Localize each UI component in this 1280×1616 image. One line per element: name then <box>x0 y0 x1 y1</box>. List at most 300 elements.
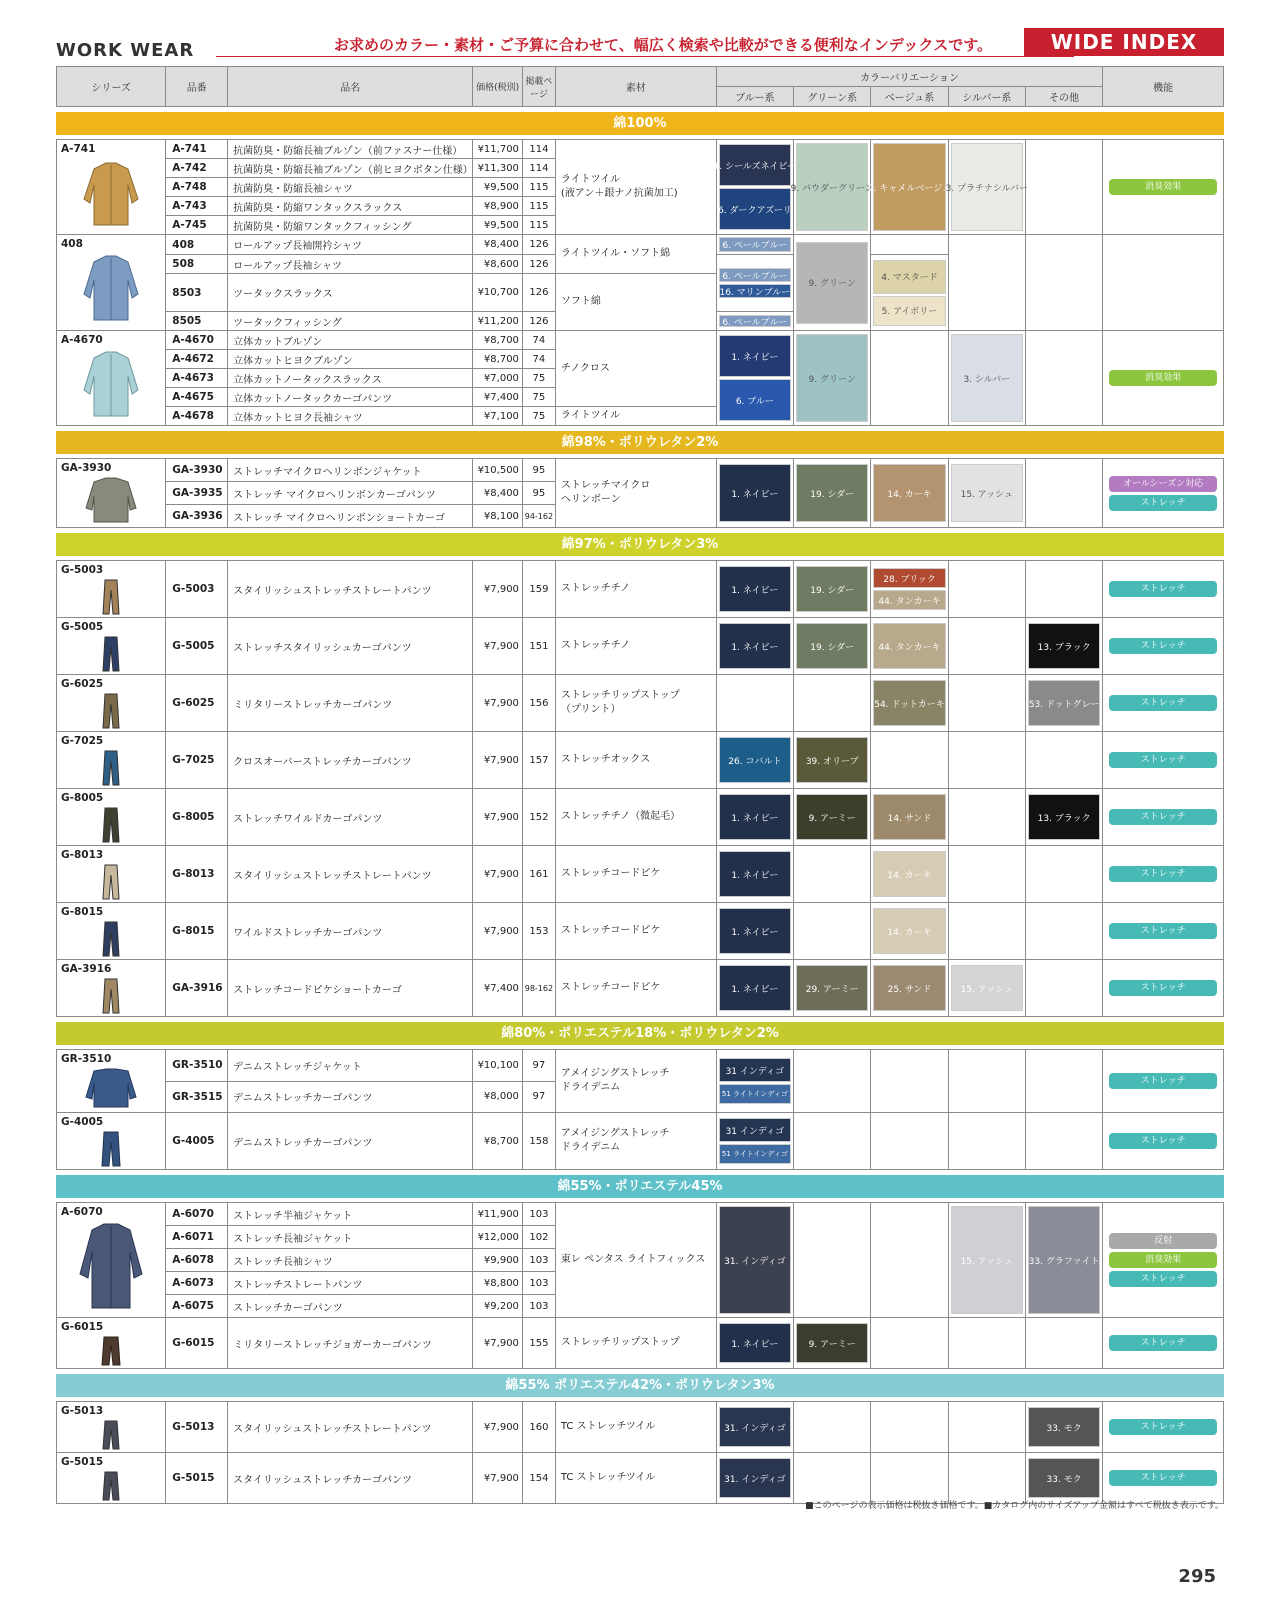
green-cell <box>794 618 871 675</box>
green-cell <box>794 960 871 1017</box>
code-cell: G-5015 <box>166 1453 228 1504</box>
price-cell: ¥10,500 <box>473 459 522 482</box>
other-cell <box>1025 960 1102 1017</box>
section-cotton80 <box>56 1049 1224 1170</box>
price-cell: ¥8,400 <box>473 235 522 255</box>
beige-cell <box>871 561 948 618</box>
price-cell: ¥11,300 <box>473 159 522 178</box>
code-cell: A-4670 <box>166 331 228 350</box>
name-cell: ストレッチスタイリッシュカーゴパンツ <box>228 618 473 675</box>
green-cell <box>794 1402 871 1453</box>
page-number: 295 <box>1178 1566 1216 1587</box>
material-cell: ストレッチリップストップ （プリント） <box>555 675 716 732</box>
price-cell: ¥8,700 <box>473 350 522 369</box>
series-cell <box>57 903 166 960</box>
page-cell: 95 <box>522 459 555 482</box>
price-cell: ¥8,000 <box>473 1081 522 1113</box>
function-cell <box>1103 1318 1224 1369</box>
color-swatch: 25. サンド <box>873 965 945 1011</box>
price-cell: ¥7,900 <box>473 675 522 732</box>
silver-cell <box>948 1318 1025 1369</box>
function-cell <box>1103 960 1224 1017</box>
color-swatch: 19. シダー <box>796 566 868 612</box>
section-band-cotton80: 綿80%・ポリエステル18%・ポリウレタン2% <box>56 1022 1224 1045</box>
beige-cell <box>871 1113 948 1170</box>
blue-cell <box>716 1402 793 1453</box>
name-cell: ワイルドストレッチカーゴパンツ <box>228 903 473 960</box>
color-swatch: 6. ペールブルー <box>719 315 791 327</box>
footer-note: ■このページの表示価格は税抜き価格です。■カタログ内のサイズアップ金額はすべて税抜き表示です。 <box>805 1501 1224 1511</box>
page-cell: 75 <box>522 388 555 407</box>
code-cell: G-5005 <box>166 618 228 675</box>
section-cotton98 <box>56 458 1224 528</box>
material-cell: ストレッチコードピケ <box>555 903 716 960</box>
table-row <box>57 1050 1224 1082</box>
color-swatch: 1. ネイビー <box>719 1323 791 1363</box>
color-swatch: 6. ブルー <box>719 379 791 421</box>
beige-cell <box>871 846 948 903</box>
material-cell: ストレッチオックス <box>555 732 716 789</box>
material-cell: ライトツイル <box>555 407 716 426</box>
blue-cell <box>713 140 797 235</box>
color-swatch: 51 ライトインディゴ <box>719 1144 791 1164</box>
function-badge: ストレッチ <box>1109 638 1217 654</box>
material-cell: アメイジングストレッチ ドライデニム <box>555 1050 716 1113</box>
denim-jacket-image <box>80 1069 142 1109</box>
silver-cell <box>948 732 1025 789</box>
name-cell: 抗菌防臭・防縮長袖ブルゾン（前ヒヨクボタン仕様） <box>228 159 473 178</box>
name-cell: ストレッチマイクロヘリンボンジャケット <box>228 459 473 482</box>
material-cell: TC ストレッチツイル <box>555 1402 716 1453</box>
series-label: G-8015 <box>61 906 104 918</box>
table-row <box>57 459 1224 482</box>
series-label: G-5013 <box>61 1405 104 1417</box>
price-cell: ¥9,900 <box>473 1249 522 1272</box>
material-cell: ライトツイル (液アン＋銀ナノ抗菌加工) <box>555 140 716 235</box>
color-swatch: 14. カーキ <box>873 851 945 897</box>
page-cell: 115 <box>522 178 555 197</box>
series-cell <box>57 1402 166 1453</box>
col-silver: シルバー系 <box>948 87 1025 107</box>
name-cell: ストレッチストレートパンツ <box>228 1272 473 1295</box>
other-cell <box>1025 618 1102 675</box>
blue-cell <box>716 1113 793 1170</box>
material-cell: ソフト綿 <box>555 274 716 331</box>
function-badge: ストレッチ <box>1109 695 1217 711</box>
color-swatch: 9. グリーン <box>796 334 868 422</box>
function-badge: 反射 <box>1109 1233 1217 1249</box>
beige-cell <box>871 732 948 789</box>
pants-image <box>80 979 142 1013</box>
silver-cell <box>948 235 1025 331</box>
table-row <box>57 846 1224 903</box>
page-cell: 126 <box>522 312 555 331</box>
color-swatch: 1. ネイビー <box>719 566 791 612</box>
silver-cell <box>948 561 1025 618</box>
code-cell: A-4672 <box>166 350 228 369</box>
page-cell: 103 <box>522 1272 555 1295</box>
code-cell: G-7025 <box>166 732 228 789</box>
price-cell: ¥11,900 <box>473 1203 522 1226</box>
code-cell: GA-3916 <box>166 960 228 1017</box>
series-cell <box>57 331 166 426</box>
material-cell: ストレッチマイクロ ヘリンボーン <box>555 459 716 528</box>
table-row <box>57 561 1224 618</box>
series-label: G-6025 <box>61 678 104 690</box>
name-cell: ストレッチワイルドカーゴパンツ <box>228 789 473 846</box>
page-cell: 75 <box>522 369 555 388</box>
series-label: G-7025 <box>61 735 104 747</box>
table-row <box>57 789 1224 846</box>
color-swatch: 31 インディゴ <box>719 1118 791 1142</box>
section-cotton55 <box>56 1202 1224 1369</box>
material-cell: ストレッチチノ <box>555 618 716 675</box>
color-swatch: 1. ネイビー <box>719 851 791 897</box>
code-cell: GA-3936 <box>166 505 228 528</box>
silver-cell <box>948 846 1025 903</box>
jacket-image <box>80 159 142 229</box>
pants-image <box>80 865 142 899</box>
material-cell: アメイジングストレッチ ドライデニム <box>555 1113 716 1170</box>
series-label: GA-3916 <box>61 963 112 975</box>
function-cell <box>1103 789 1224 846</box>
page-cell: 155 <box>522 1318 555 1369</box>
green-cell <box>794 235 871 331</box>
page-cell: 126 <box>522 274 555 312</box>
material-cell: ライトツイル・ソフト綿 <box>555 235 716 274</box>
color-swatch: 13. ブラック <box>1028 623 1100 669</box>
pants-image <box>80 637 142 671</box>
code-cell: A-6073 <box>166 1272 228 1295</box>
silver-cell <box>948 1050 1025 1113</box>
blue-cell <box>716 732 793 789</box>
code-cell: GR-3515 <box>166 1081 228 1113</box>
series-cell <box>57 675 166 732</box>
series-label: G-5005 <box>61 621 104 633</box>
col-green: グリーン系 <box>794 87 871 107</box>
col-colors: カラーバリエーション <box>716 67 1103 87</box>
function-badge: 消臭効果 <box>1109 370 1217 386</box>
page-cell: 126 <box>522 235 555 255</box>
color-swatch: 1. ネイビー <box>719 965 791 1011</box>
other-cell <box>1025 1050 1102 1113</box>
color-swatch: 1. シールズネイビー <box>719 144 791 186</box>
series-label: G-8013 <box>61 849 104 861</box>
name-cell: クロスオーバーストレッチカーゴパンツ <box>228 732 473 789</box>
jacket-image <box>76 1222 146 1310</box>
page-cell: 151 <box>522 618 555 675</box>
name-cell: ストレッチ マイクロヘリンボンカーゴパンツ <box>228 482 473 505</box>
table-row <box>57 1203 1224 1226</box>
price-cell: ¥9,500 <box>473 216 522 235</box>
other-cell <box>1025 140 1102 235</box>
beige-cell <box>871 618 948 675</box>
color-swatch: 15. アッシュ <box>951 1206 1023 1314</box>
price-cell: ¥8,400 <box>473 482 522 505</box>
price-cell: ¥7,400 <box>473 960 522 1017</box>
section-band-cotton97: 綿97%・ポリウレタン3% <box>56 533 1224 556</box>
color-swatch: 6. ペールブルー <box>719 237 791 252</box>
code-cell: G-5013 <box>166 1402 228 1453</box>
category-title: WORK WEAR <box>56 40 195 61</box>
table-row <box>57 235 1224 255</box>
code-cell: G-8005 <box>166 789 228 846</box>
blue-cell <box>716 235 793 255</box>
name-cell: スタイリッシュストレッチカーゴパンツ <box>228 1453 473 1504</box>
blue-cell <box>716 459 793 528</box>
green-cell <box>794 846 871 903</box>
blue-cell <box>716 903 793 960</box>
color-swatch: 28. ブリック <box>873 568 945 588</box>
page-cell: 97 <box>522 1050 555 1082</box>
series-cell <box>57 140 166 235</box>
color-swatch: 9. アーミー <box>796 1323 868 1363</box>
name-cell: ストレッチコードピケショートカーゴ <box>228 960 473 1017</box>
section-band-cotton98: 綿98%・ポリウレタン2% <box>56 431 1224 454</box>
price-cell: ¥11,700 <box>473 140 522 159</box>
code-cell: A-6070 <box>166 1203 228 1226</box>
beige-cell <box>871 1402 948 1453</box>
function-cell <box>1103 1453 1224 1504</box>
col-name: 品名 <box>228 67 473 107</box>
name-cell: 抗菌防臭・防縮長袖ブルゾン（前ファスナー仕様） <box>228 140 473 159</box>
series-label: G-8005 <box>61 792 104 804</box>
color-swatch: 13. ブラック <box>1028 794 1100 840</box>
blue-cell <box>716 960 793 1017</box>
material-cell: 東レ ペンタス ライトフィックス <box>555 1203 716 1318</box>
table-row <box>57 1318 1224 1369</box>
table-row <box>57 140 1224 159</box>
series-cell <box>57 1203 166 1318</box>
color-swatch: 29. アーミー <box>796 965 868 1011</box>
pants-image <box>80 922 142 956</box>
function-cell <box>1103 732 1224 789</box>
page-cell: 115 <box>522 197 555 216</box>
price-cell: ¥11,200 <box>473 312 522 331</box>
page-cell: 98-162 <box>522 960 555 1017</box>
green-cell <box>794 789 871 846</box>
silver-cell <box>948 789 1025 846</box>
series-cell <box>57 459 166 528</box>
code-cell: GA-3930 <box>166 459 228 482</box>
color-swatch: 31. インディゴ <box>719 1206 791 1314</box>
price-cell: ¥7,900 <box>473 1402 522 1453</box>
material-cell: ストレッチコードピケ <box>555 846 716 903</box>
function-badge: オールシーズン対応 <box>1109 476 1217 492</box>
other-cell <box>1025 846 1102 903</box>
other-cell <box>1025 675 1102 732</box>
color-swatch: 9. パウダーグリーン <box>796 143 868 231</box>
section-cotton100 <box>56 139 1224 426</box>
blue-cell <box>716 255 793 312</box>
series-cell <box>57 1050 166 1113</box>
blue-cell <box>716 561 793 618</box>
blue-cell <box>716 1318 793 1369</box>
function-cell <box>1103 1402 1224 1453</box>
price-cell: ¥7,900 <box>473 789 522 846</box>
pants-image <box>80 580 142 614</box>
beige-cell <box>871 675 948 732</box>
silver-cell <box>948 960 1025 1017</box>
material-cell: TC ストレッチツイル <box>555 1453 716 1504</box>
name-cell: ロールアップ長袖開衿シャツ <box>228 235 473 255</box>
page-cell: 114 <box>522 140 555 159</box>
price-cell: ¥7,000 <box>473 369 522 388</box>
silver-cell <box>948 331 1025 426</box>
price-cell: ¥7,900 <box>473 846 522 903</box>
page-cell: 115 <box>522 216 555 235</box>
color-swatch: 14. サンド <box>873 794 945 840</box>
code-cell: G-6015 <box>166 1318 228 1369</box>
color-swatch: 3. プラチナシルバー <box>951 143 1023 231</box>
page-cell: 154 <box>522 1453 555 1504</box>
col-code: 品番 <box>166 67 228 107</box>
code-cell: A-4678 <box>166 407 228 426</box>
color-swatch: 16. マリンブルー <box>719 284 791 298</box>
green-cell <box>794 331 871 426</box>
beige-cell <box>871 1318 948 1369</box>
price-cell: ¥7,900 <box>473 561 522 618</box>
green-cell <box>794 732 871 789</box>
price-cell: ¥8,700 <box>473 1113 522 1170</box>
color-swatch: 33. モク <box>1028 1407 1100 1447</box>
beige-cell <box>871 459 948 528</box>
col-other: その他 <box>1025 87 1102 107</box>
code-cell: G-4005 <box>166 1113 228 1170</box>
code-cell: G-6025 <box>166 675 228 732</box>
function-badge: ストレッチ <box>1109 1419 1217 1435</box>
table-row <box>57 732 1224 789</box>
other-cell <box>1025 903 1102 960</box>
name-cell: 抗菌防臭・防縮ワンタックフィッシング <box>228 216 473 235</box>
name-cell: 立体カットブルゾン <box>228 331 473 350</box>
function-cell <box>1103 1050 1224 1113</box>
col-blue: ブルー系 <box>716 87 793 107</box>
function-cell <box>1103 1113 1224 1170</box>
other-cell <box>1025 732 1102 789</box>
col-page: 掲載ページ <box>522 67 555 107</box>
pants-image <box>80 808 142 842</box>
color-swatch: 26. コバルト <box>719 737 791 783</box>
price-cell: ¥8,600 <box>473 255 522 274</box>
page-cell: 95 <box>522 482 555 505</box>
section-band-cotton100: 綿100% <box>56 112 1224 135</box>
price-cell: ¥8,100 <box>473 505 522 528</box>
color-swatch: 14. カーキ <box>873 908 945 954</box>
code-cell: A-742 <box>166 159 228 178</box>
code-cell: A-6075 <box>166 1295 228 1318</box>
price-cell: ¥7,900 <box>473 903 522 960</box>
function-cell <box>1103 618 1224 675</box>
color-swatch: 54. ドットカーキ <box>873 680 945 726</box>
code-cell: A-6078 <box>166 1249 228 1272</box>
page-cell: 114 <box>522 159 555 178</box>
col-series: シリーズ <box>57 67 166 107</box>
jacket-image <box>80 478 142 524</box>
material-cell: チノクロス <box>555 331 716 407</box>
name-cell: ロールアップ長袖シャツ <box>228 255 473 274</box>
tagline: お求めのカラー・素材・ご予算に合わせて、幅広く検索や比較ができる便利なインデックスです。 <box>334 36 993 54</box>
function-cell <box>1103 331 1224 426</box>
series-label: G-4005 <box>61 1116 104 1128</box>
page-cell: 75 <box>522 407 555 426</box>
function-badge: ストレッチ <box>1109 980 1217 996</box>
series-label: GA-3930 <box>61 462 112 474</box>
price-cell: ¥8,900 <box>473 197 522 216</box>
pants-image <box>80 694 142 728</box>
price-cell: ¥9,200 <box>473 1295 522 1318</box>
series-label: A-4670 <box>61 334 103 346</box>
color-swatch: 1. ネイビー <box>719 794 791 840</box>
name-cell: 立体カットノータックスラックス <box>228 369 473 388</box>
price-cell: ¥10,700 <box>473 274 522 312</box>
function-badge: ストレッチ <box>1109 923 1217 939</box>
table-row <box>57 960 1224 1017</box>
price-cell: ¥7,900 <box>473 1318 522 1369</box>
beige-cell <box>871 1453 948 1504</box>
series-cell <box>57 846 166 903</box>
function-badge: 消臭効果 <box>1109 179 1217 195</box>
color-swatch: 33. グラファイト <box>1028 1206 1100 1314</box>
other-cell <box>1025 1113 1102 1170</box>
function-badge: ストレッチ <box>1109 1335 1217 1351</box>
code-cell: G-8013 <box>166 846 228 903</box>
code-cell: G-8015 <box>166 903 228 960</box>
page-cell: 102 <box>522 1226 555 1249</box>
green-cell <box>794 1203 871 1318</box>
section-cotton55-pu <box>56 1401 1224 1504</box>
beige-cell <box>871 789 948 846</box>
beige-cell <box>871 1203 948 1318</box>
color-swatch: 3. シルバー <box>951 334 1023 422</box>
series-cell <box>57 235 166 331</box>
page-cell: 161 <box>522 846 555 903</box>
blue-cell <box>716 675 793 732</box>
code-cell: 408 <box>166 235 228 255</box>
color-swatch: 44. タンカーキ <box>873 623 945 669</box>
beige-cell <box>871 1050 948 1113</box>
series-label: GR-3510 <box>61 1053 112 1065</box>
page-cell: 159 <box>522 561 555 618</box>
silver-cell <box>948 675 1025 732</box>
series-label: A-6070 <box>61 1206 103 1218</box>
function-badge: ストレッチ <box>1109 866 1217 882</box>
color-swatch: 1. ネイビー <box>719 335 791 377</box>
denim-pants-image <box>80 1132 142 1166</box>
price-cell: ¥10,100 <box>473 1050 522 1082</box>
series-label: 408 <box>61 238 83 250</box>
section-band-cotton55-pu: 綿55% ポリエステル42%・ポリウレタン3% <box>56 1374 1224 1397</box>
code-cell: 508 <box>166 255 228 274</box>
section-band-cotton55: 綿55%・ポリエステル45% <box>56 1175 1224 1198</box>
other-cell <box>1025 789 1102 846</box>
table-row <box>57 331 1224 350</box>
table-row <box>57 675 1224 732</box>
name-cell: スタイリッシュストレッチストレートパンツ <box>228 846 473 903</box>
page-cell: 74 <box>522 350 555 369</box>
color-swatch: 2. キャメルベージュ <box>873 143 945 231</box>
name-cell: デニムストレッチカーゴパンツ <box>228 1081 473 1113</box>
name-cell: ストレッチ長袖シャツ <box>228 1249 473 1272</box>
code-cell: 8503 <box>166 274 228 312</box>
series-cell <box>57 960 166 1017</box>
color-swatch: 9. アーミー <box>796 794 868 840</box>
blue-cell <box>716 331 793 426</box>
name-cell: デニムストレッチカーゴパンツ <box>228 1113 473 1170</box>
name-cell: 立体カットヒヨク長袖シャツ <box>228 407 473 426</box>
green-cell <box>794 561 871 618</box>
name-cell: デニムストレッチジャケット <box>228 1050 473 1082</box>
